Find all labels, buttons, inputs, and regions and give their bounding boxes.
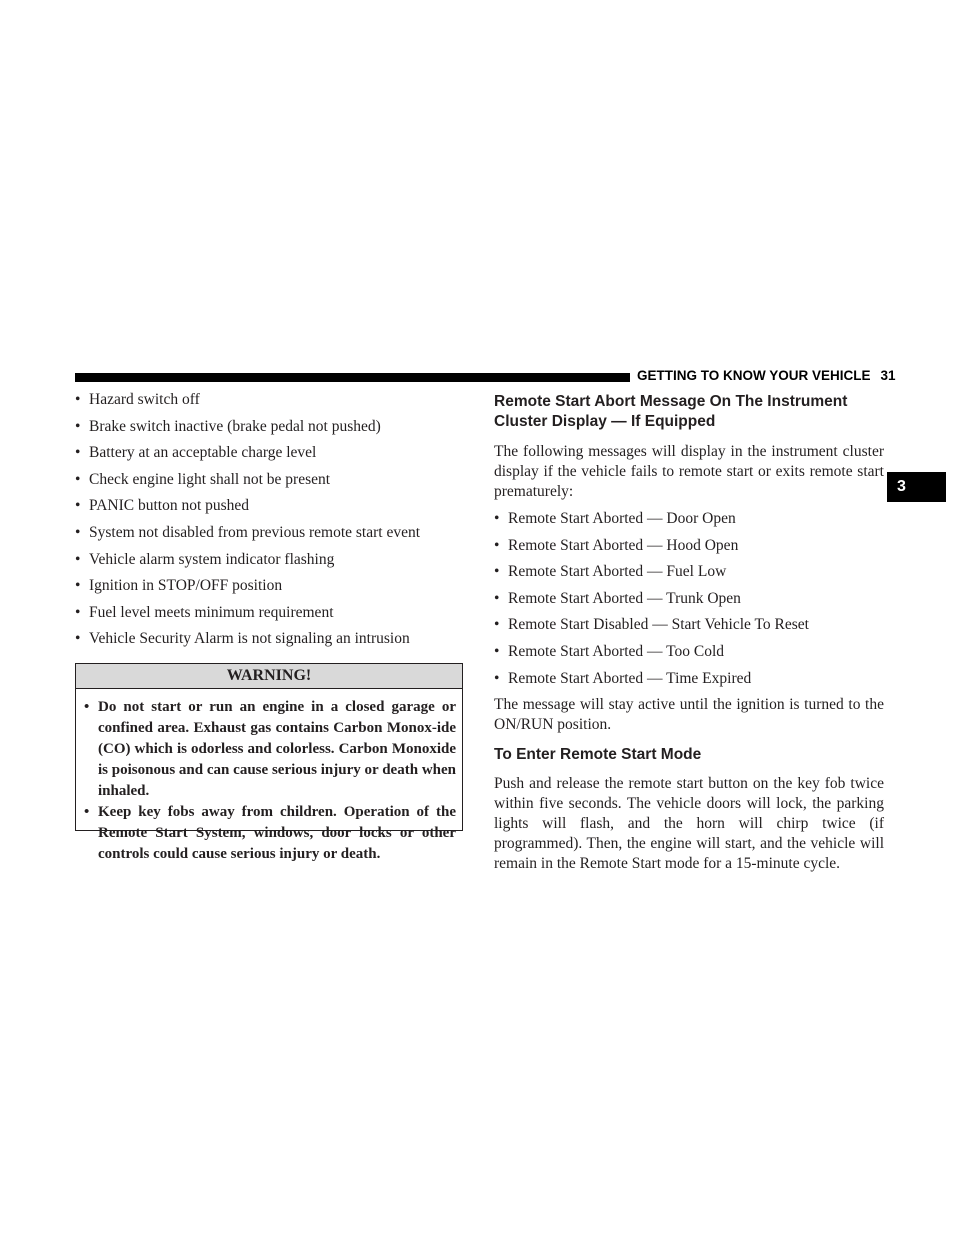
list-item: • System not disabled from previous remote start event <box>75 523 463 550</box>
right-column <box>494 392 884 874</box>
list-item: • PANIC button not pushed <box>75 496 463 523</box>
list-item: • Remote Start Aborted — Time Expired <box>494 669 884 696</box>
list-item: • Remote Start Aborted — Too Cold <box>494 642 884 669</box>
list-item: • Hazard switch off <box>75 390 463 417</box>
list-item: • Vehicle alarm system indicator flashing <box>75 550 463 577</box>
conditions-list <box>75 390 463 656</box>
list-item: • Fuel level meets minimum requirement <box>75 603 463 630</box>
list-item: • Battery at an acceptable charge level <box>75 443 463 470</box>
warning-item: • Keep key fobs away from children. Operation of the Remote Start System, windows, door locks or other controls could cause serious injury or death. <box>84 802 456 865</box>
running-header <box>637 368 896 383</box>
enter-heading: To Enter Remote Start Mode <box>494 746 702 764</box>
list-item: • Ignition in STOP/OFF position <box>75 576 463 603</box>
warning-title: WARNING! <box>76 664 462 689</box>
list-item: • Vehicle Security Alarm is not signaling an intrusion <box>75 629 463 656</box>
list-item: • Remote Start Aborted — Hood Open <box>494 536 884 563</box>
abort-heading: Remote Start Abort Message On The Instrument Cluster Display — If Equipped <box>494 393 848 430</box>
warning-list <box>76 689 462 865</box>
list-item: • Remote Start Disabled — Start Vehicle To Reset <box>494 615 884 642</box>
chapter-tab: 3 <box>887 472 946 502</box>
warning-item: • Do not start or run an engine in a closed garage or confined area. Exhaust gas contains Carbon Monox-ide (CO) which is odorless and colorless. Carbon Monoxide is poisonous and can cause serious injury or death when inhaled. <box>84 697 456 802</box>
list-item: • Remote Start Aborted — Door Open <box>494 509 884 536</box>
list-item: • Remote Start Aborted — Trunk Open <box>494 589 884 616</box>
warning-box <box>75 663 463 862</box>
header-rule <box>75 373 630 382</box>
enter-text: Push and release the remote start button on the key fob twice within five seconds. The vehicle doors will lock, the parking lights will flash, and the horn will chirp twice (if programmed). Then, the engine will start, and the vehicle will remain in the Remote Start mode for a 15-minute cycle. <box>494 775 884 873</box>
list-item: • Remote Start Aborted — Fuel Low <box>494 562 884 589</box>
abort-intro: The following messages will display in the instrument cluster display if the vehicle fails to remote start or exits remote start prematurely: <box>494 443 884 500</box>
list-item: • Brake switch inactive (brake pedal not pushed) <box>75 417 463 444</box>
section-title: GETTING TO KNOW YOUR VEHICLE <box>637 368 871 383</box>
list-item: • Check engine light shall not be present <box>75 470 463 497</box>
left-column <box>75 390 463 656</box>
abort-messages-list <box>494 509 884 695</box>
page-number: 31 <box>880 368 896 383</box>
abort-outro: The message will stay active until the ignition is turned to the ON/RUN position. <box>494 696 884 734</box>
